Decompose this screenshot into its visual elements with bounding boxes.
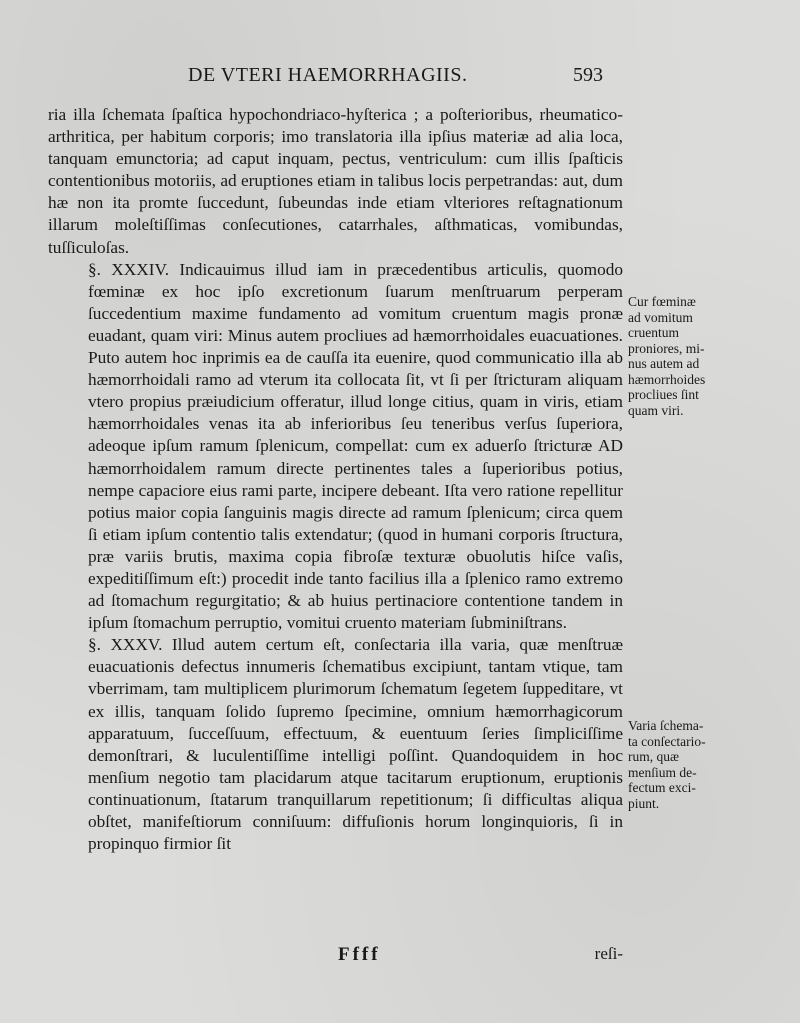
paragraph-section-34: §. XXXIV. Indicauimus illud iam in præcedentibus articulis, quomodo fœminæ ex hoc ipſo excretionum ſuarum menſtruarum perperam ſuccedentium maxime fundamento ad vomitum cruentum magis pronæ euadant, quam viri: Minus autem procliues ad hæmorrhoidales euacuationes. Puto autem hoc inprimis ea de cauſſa ita euenire, quod communicatio illa ab hæmorrhoidali ramo ad vterum ita collocata ſit, vt ſi per ſtricturam aliquam vtero propius præiudicium offeratur, illud longe citius, quam in viris, etiam hæmorrhoidales venas ita ab inferioribus ſeu teneribus verſus ſuperiora, adeoque ipſum ramum ſplenicum, compellat: cum ex aduerſo ſtricturæ AD hæmorrhoidalem ramum directe pertinentes tales a ſuperioribus potius, nempe capaciore eius rami parte, incipere debeant. Iſta vero ratione repellitur potius maior copia ſanguinis magis directe ad ramum ſplenicum; circa quem ſi etiam ipſum contentio talis extendatur; (quod in humani corporis ſtructura, præ variis brutis, maxima copia fibroſæ texturæ obuolutis hiſce vaſis, expeditiſſimum eſt:) procedit inde tanto facilius illa a ſplenico ramo extremo ad ſtomachum regurgitatio; & ab huius pertinaciore contentione tandem in ipſum ſtomachum perruptio, vomitui cruento materiam ſubminiſtrans. <box>88 259 623 633</box>
margin-note-line: nus autem ad <box>628 356 700 371</box>
margin-note-section-35 <box>628 718 758 811</box>
page-header <box>48 64 603 94</box>
margin-note-line: procliues ſint <box>628 387 699 402</box>
running-title: DE VTERI HAEMORRHAGIIS. <box>188 64 468 86</box>
margin-note-line: Varia ſchema- <box>628 718 704 733</box>
margin-note-line: Cur fœminæ <box>628 294 696 309</box>
margin-note-line: fectum exci- <box>628 780 696 795</box>
body-text <box>48 104 623 855</box>
page-footer <box>48 944 623 968</box>
margin-note-line: hæmorrhoides <box>628 371 706 387</box>
margin-note-line: menſium de- <box>628 764 697 780</box>
margin-note-line: cruentum <box>628 325 679 340</box>
margin-note-line: quam viri. <box>628 402 684 418</box>
margin-note-section-34 <box>628 294 758 418</box>
catchword: reſi- <box>594 944 623 963</box>
paragraph-section-35: §. XXXV. Illud autem certum eſt, conſectaria illa varia, quæ menſtruæ euacuationis defectus innumeris ſchematibus excipiunt, tantam vtique, tam vberrimam, tam multiplicem plurimorum ſchematum ſegetem ſuppeditare, vt ex illis, tanquam ſolido ſupremo ſpecimine, omnium hæmorrhagicorum apparatuum, ſucceſſuum, effectuum, & euentuum ſeries ſimpliciſſime demonſtrari, & luculentiſſime intelligi poſſint. Quandoquidem in hoc menſium negotio tam placidarum atque tacitarum eruptionum, eruptionis continuationum, ſtatarum tranquillarum repetitionum; ſi difficultas aliqua obſtet, manifeſtiorum conniſuum: diffuſionis horum longinquioris, ſi in propinquo firmior ſit <box>88 635 623 854</box>
margin-note-line: piunt. <box>628 795 660 811</box>
margin-note-line: proniores, mi- <box>628 340 705 356</box>
signature-mark: Ffff <box>338 944 381 965</box>
margin-note-line: ad vomitum <box>628 309 693 325</box>
page-number: 593 <box>573 64 603 86</box>
margin-note-line: rum, quæ <box>628 749 680 764</box>
margin-note-line: ta conſectario- <box>628 733 706 749</box>
paragraph-continuation: ria illa ſchemata ſpaſtica hypochondriaco-hyſterica ; a poſterioribus, rheumatico-arthritica, per habitum corporis; imo translatoria illa ipſius materiæ ad alia loca, tanquam emunctoria; ad caput inquam, pectus, ventriculum: cum illis ſpaſticis contentionibus motoriis, ad eruptiones etiam in talibus locis perpetrandas: aut, dum hæ non ita promte ſuccedunt, ſubeundas inde etiam vlteriores reſtagnationum illarum moleſtiſſimas conſecutiones, catarrhales, aſthmaticas, vomibundas, tuſſiculoſas. <box>48 105 623 257</box>
